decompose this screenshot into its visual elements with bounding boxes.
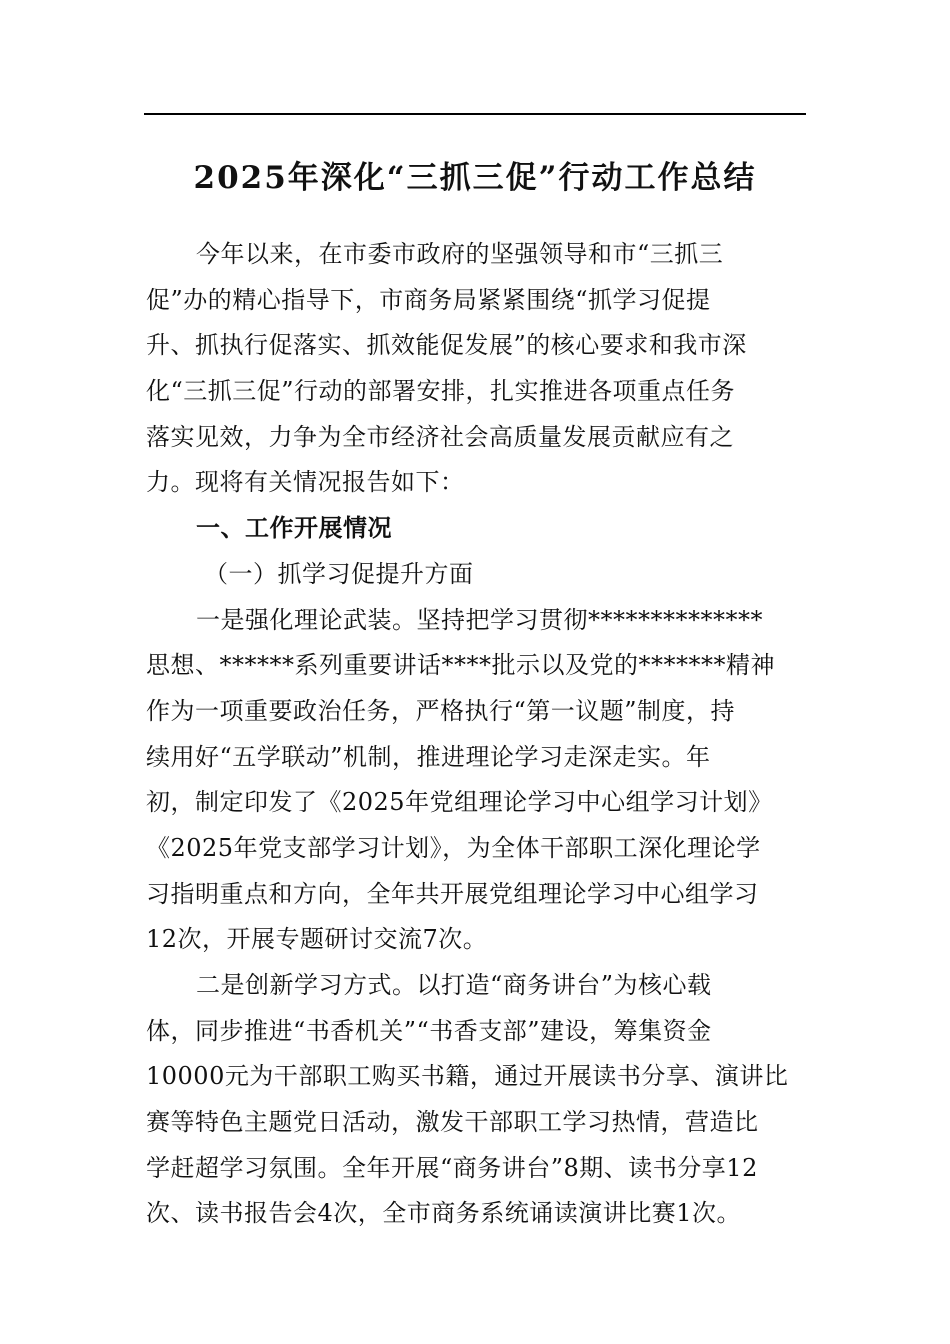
paragraph1-line-4: 续用好“五学联动”机制，推进理论学习走深走实。年 bbox=[146, 742, 711, 771]
paragraph1-line-1: 一是强化理论武装。坚持把学习贯彻************** bbox=[196, 605, 763, 634]
paragraph1-line-5: 初，制定印发了《2025年党组理论学习中心组学习计划》 bbox=[146, 788, 773, 817]
paragraph2-line-4: 赛等特色主题党日活动，激发干部职工学习热情，营造比 bbox=[146, 1108, 759, 1137]
paragraph2-line-6: 次、读书报告会4次，全市商务系统诵读演讲比赛1次。 bbox=[146, 1199, 742, 1228]
header-rule bbox=[144, 113, 806, 115]
paragraph1-line-3: 作为一项重要政治任务，严格执行“第一议题”制度，持 bbox=[146, 696, 736, 725]
intro-line-3: 升、抓执行促落实、抓效能促发展”的核心要求和我市深 bbox=[146, 331, 747, 360]
paragraph2-line-1: 二是创新学习方式。以打造“商务讲台”为核心载 bbox=[196, 971, 712, 999]
paragraph1-line-8: 12次，开展专题研讨交流7次。 bbox=[146, 925, 488, 954]
intro-line-6: 力。现将有关情况报告如下： bbox=[146, 468, 465, 497]
subsection-heading: （一）抓学习促提升方面 bbox=[204, 559, 474, 588]
intro-line-5: 落实见效，力争为全市经济社会高质量发展贡献应有之 bbox=[146, 422, 734, 451]
paragraph1-line-7: 习指明重点和方向，全年共开展党组理论学习中心组学习 bbox=[146, 879, 759, 908]
document-title: 2025年深化“三抓三促”行动工作总结 bbox=[193, 160, 757, 196]
intro-line-4: 化“三抓三促”行动的部署安排，扎实推进各项重点任务 bbox=[146, 377, 736, 406]
section-heading: 一、工作开展情况 bbox=[196, 514, 392, 543]
intro-line-2: 促”办的精心指导下，市商务局紧紧围绕“抓学习促提 bbox=[146, 285, 711, 314]
paragraph2-line-2: 体，同步推进“书香机关”“书香支部”建设，筹集资金 bbox=[146, 1016, 712, 1045]
paragraph2-line-5: 学赶超学习氛围。全年开展“商务讲台”8期、读书分享12 bbox=[146, 1153, 758, 1182]
paragraph2-line-3: 10000元为干部职工购买书籍，通过开展读书分享、演讲比 bbox=[146, 1062, 789, 1091]
document-body bbox=[146, 232, 808, 1237]
paragraph1-line-6: 《2025年党支部学习计划》，为全体干部职工深化理论学 bbox=[146, 833, 761, 862]
paragraph1-line-2: 思想、******系列重要讲话****批示以及党的*******精神 bbox=[146, 651, 775, 680]
intro-line-1: 今年以来，在市委市政府的坚强领导和市“三抓三 bbox=[196, 240, 724, 268]
